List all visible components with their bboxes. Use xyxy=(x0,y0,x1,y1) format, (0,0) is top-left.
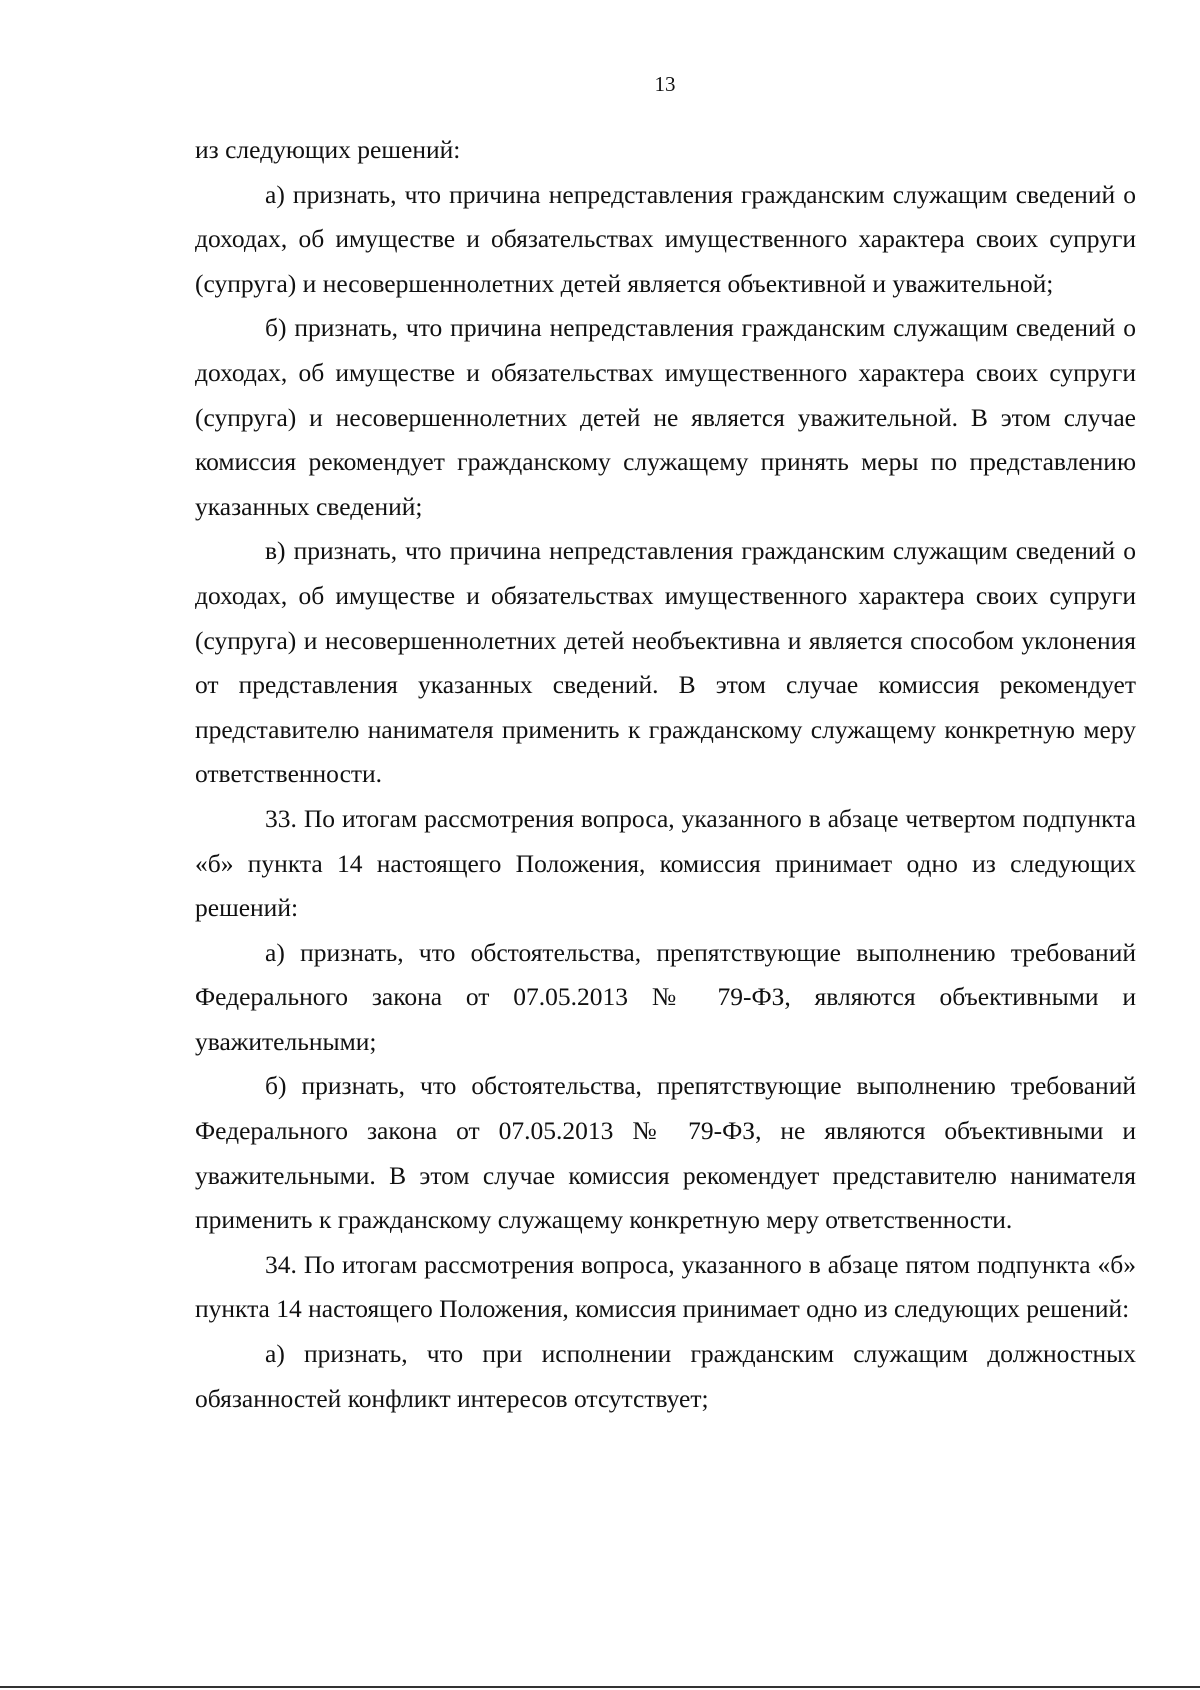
paragraph-34a: а) признать, что при исполнении гражданским служащим должностных обязанностей конфликт интересов отсутствует; xyxy=(195,1339,1136,1413)
paragraph-continuation: из следующих решений: xyxy=(195,135,461,164)
page-bottom-divider xyxy=(0,1686,1200,1688)
paragraph-32v: в) признать, что причина непредставления гражданским служащим сведений о доходах, об имуществе и обязательствах имущественного характера своих супруги (супруга) и несовершеннолетних детей необъективна и является способом уклонения от представления указанных сведений. В этом случае комиссия рекомендует представителю нанимателя применить к гражданскому служащему конкретную меру ответственности. xyxy=(195,536,1136,789)
paragraph-33a: а) признать, что обстоятельства, препятствующие выполнению требований Федерального закона от 07.05.2013 № 79-ФЗ, являются объективными и уважительными; xyxy=(195,937,1136,1056)
page-number: 13 xyxy=(654,72,676,96)
paragraph-33: 33. По итогам рассмотрения вопроса, указанного в абзаце четвертом подпункта «б» пункта 14 настоящего Положения, комиссия принимает одно из следующих решений: xyxy=(195,803,1136,923)
paragraph-32b: б) признать, что причина непредставления гражданским служащим сведений о доходах, об имуществе и обязательствах имущественного характера своих супруги (супруга) и несовершеннолетних детей не является уважительной. В этом случае комиссия рекомендует гражданскому служащему принять меры по представлению указанных сведений; xyxy=(195,313,1136,521)
paragraph-34: 34. По итогам рассмотрения вопроса, указанного в абзаце пятом подпункта «б» пункта 14 настоящего Положения, комиссия принимает одно из следующих решений: xyxy=(195,1249,1136,1324)
paragraph-32a: а) признать, что причина непредставления гражданским служащим сведений о доходах, об имуществе и обязательствах имущественного характера своих супруги (супруга) и несовершеннолетних детей является объективной и уважительной; xyxy=(195,179,1136,298)
paragraph-33b: б) признать, что обстоятельства, препятствующие выполнению требований Федерального закона от 07.05.2013 № 79-ФЗ, не являются объективными и уважительными. В этом случае комиссия рекомендует представителю нанимателя применить к гражданскому служащему конкретную меру ответственности. xyxy=(195,1071,1136,1235)
document-body xyxy=(195,128,1136,1421)
